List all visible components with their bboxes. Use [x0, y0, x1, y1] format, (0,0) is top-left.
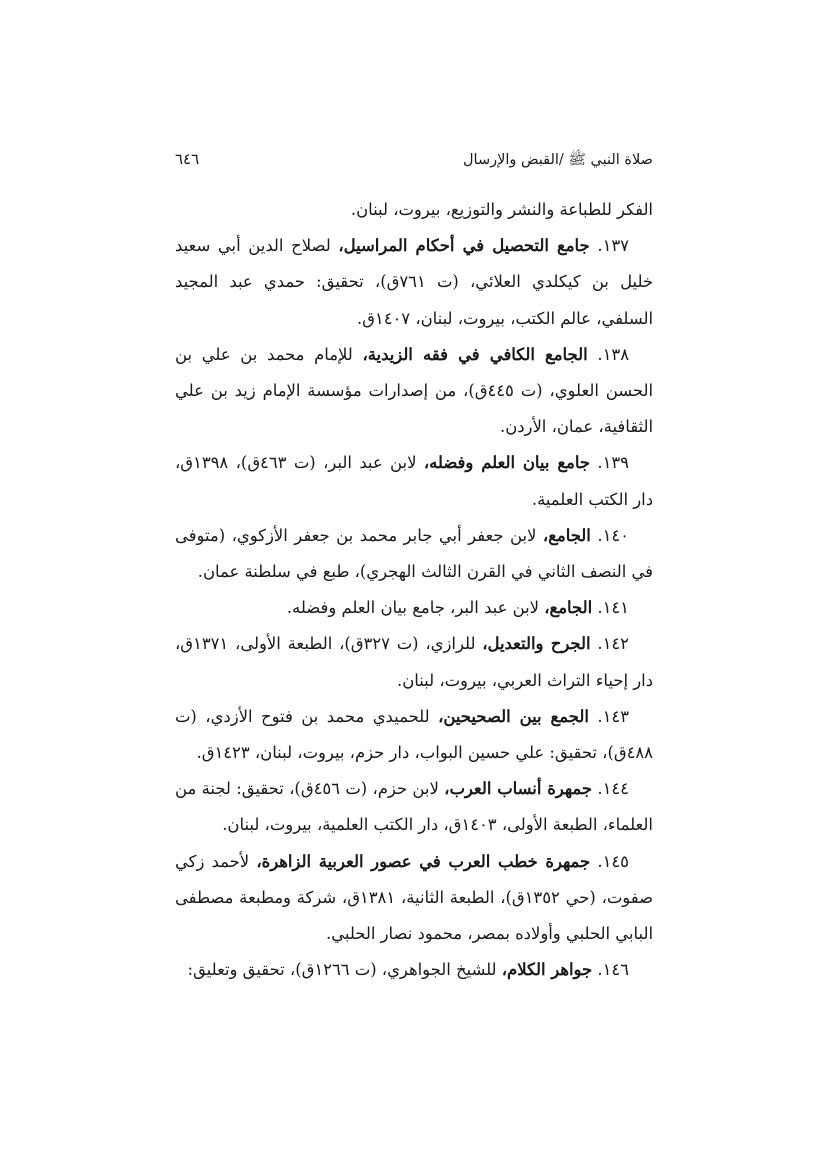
- entry-number: ١٤٤.: [597, 779, 629, 799]
- entry-book-title: الجامع،: [544, 598, 593, 618]
- bibliography-entry: [175, 337, 653, 446]
- entry-book-title: جامع بيان العلم وفضله،: [423, 453, 590, 473]
- entry-number: ١٣٨.: [597, 344, 630, 364]
- entry-number: ١٤٥.: [597, 851, 629, 871]
- entry-text: للحميدي محمد بن فتوح الأزدي، (ت ٤٨٨ق)، تحقيق: علي حسين البواب، دار حزم، بيروت، لبنان، ١٤٢٣ق.: [175, 706, 653, 763]
- entry-text: لابن عبد البر، جامع بيان العلم وفضله.: [286, 598, 539, 618]
- entry-book-title: جمهرة خطب العرب في عصور العربية الزاهرة،: [256, 851, 591, 871]
- bibliography-entry: [175, 590, 653, 626]
- entry-number: ١٤٢.: [597, 634, 629, 654]
- entry-number: ١٣٧.: [597, 236, 629, 256]
- entry-text: للرازي، (ت ٣٢٧ق)، الطبعة الأولى، ١٣٧١ق، دار إحياء التراث العربي، بيروت، لبنان.: [175, 634, 653, 690]
- entry-text: لابن جعفر أبي جابر محمد بن جعفر الأزكوي، (متوفى في النصف الثاني في القرن الثالث الهجري)، طبع في سلطنة عمان.: [175, 525, 653, 582]
- entry-number: ١٤٠.: [597, 525, 629, 545]
- entry-number: ١٤٣.: [597, 706, 630, 726]
- bibliography-entry: [175, 771, 653, 843]
- entry-text: لصلاح الدين أبي سعيد خليل بن كيكلدي العلائي، (ت ٧٦١ق)، تحقيق: حمدي عبد المجيد السلفي، عالم الكتب، بيروت، لبنان، ١٤٠٧ق.: [175, 236, 653, 328]
- running-head: [175, 150, 653, 176]
- entry-text: لأحمد زكي صفوت، (حي ١٣٥٢ق)، الطبعة الثانية، ١٣٨١ق، شركة ومطبعة مصطفى البابي الحلبي وأولاده بمصر، محمود نصار الحلبي.: [175, 851, 653, 944]
- entry-text: للإمام محمد بن علي بن الحسن العلوي، (ت ٤٤٥ق)، من إصدارات مؤسسة الإمام زيد بن علي الثقافية، عمان، الأردن.: [175, 344, 653, 437]
- entry-book-title: جواهر الكلام،: [501, 960, 593, 980]
- bibliography-entry: [175, 445, 653, 517]
- entry-number: ١٤١.: [597, 598, 629, 618]
- entry-number: ١٣٩.: [597, 453, 629, 473]
- bibliography-entry: [175, 699, 653, 771]
- entry-text: لابن عبد البر، (ت ٤٦٣ق)، ١٣٩٨ق، دار الكتب العلمية.: [175, 453, 653, 509]
- bibliography-entry: [175, 844, 653, 953]
- entry-book-title: الجرح والتعديل،: [482, 634, 591, 654]
- entry-text: لابن حزم، (ت ٤٥٦ق)، تحقيق: لجنة من العلماء، الطبعة الأولى، ١٤٠٣ق، دار الكتب العلمية، بيروت، لبنان.: [175, 779, 653, 835]
- entry-book-title: الجامع،: [542, 525, 591, 545]
- entry-text: للشيخ الجواهري، (ت ١٢٦٦ق)، تحقيق وتعليق:: [187, 960, 497, 980]
- entry-number: ١٤٦.: [597, 960, 629, 980]
- page-number: ٦٤٦: [175, 150, 200, 168]
- bibliography-entry: [175, 952, 653, 988]
- bibliography-entry: [175, 228, 653, 337]
- bibliography-entry: [175, 192, 653, 228]
- bibliography-list: [175, 192, 653, 988]
- bibliography-entry: [175, 626, 653, 698]
- entry-text: الفكر للطباعة والنشر والتوزيع، بيروت، لبنان.: [350, 200, 653, 219]
- entry-book-title: الجامع الكافي في فقه الزيدية،: [362, 344, 588, 364]
- entry-book-title: جمهرة أنساب العرب،: [444, 779, 593, 799]
- book-page: [175, 150, 653, 988]
- bibliography-entry: [175, 518, 653, 590]
- entry-book-title: جامع التحصيل في أحكام المراسيل،: [338, 236, 590, 256]
- running-title: صلاة النبي ﷺ /القبض والإرسال: [462, 152, 653, 168]
- entry-book-title: الجمع بين الصحيحين،: [438, 706, 589, 726]
